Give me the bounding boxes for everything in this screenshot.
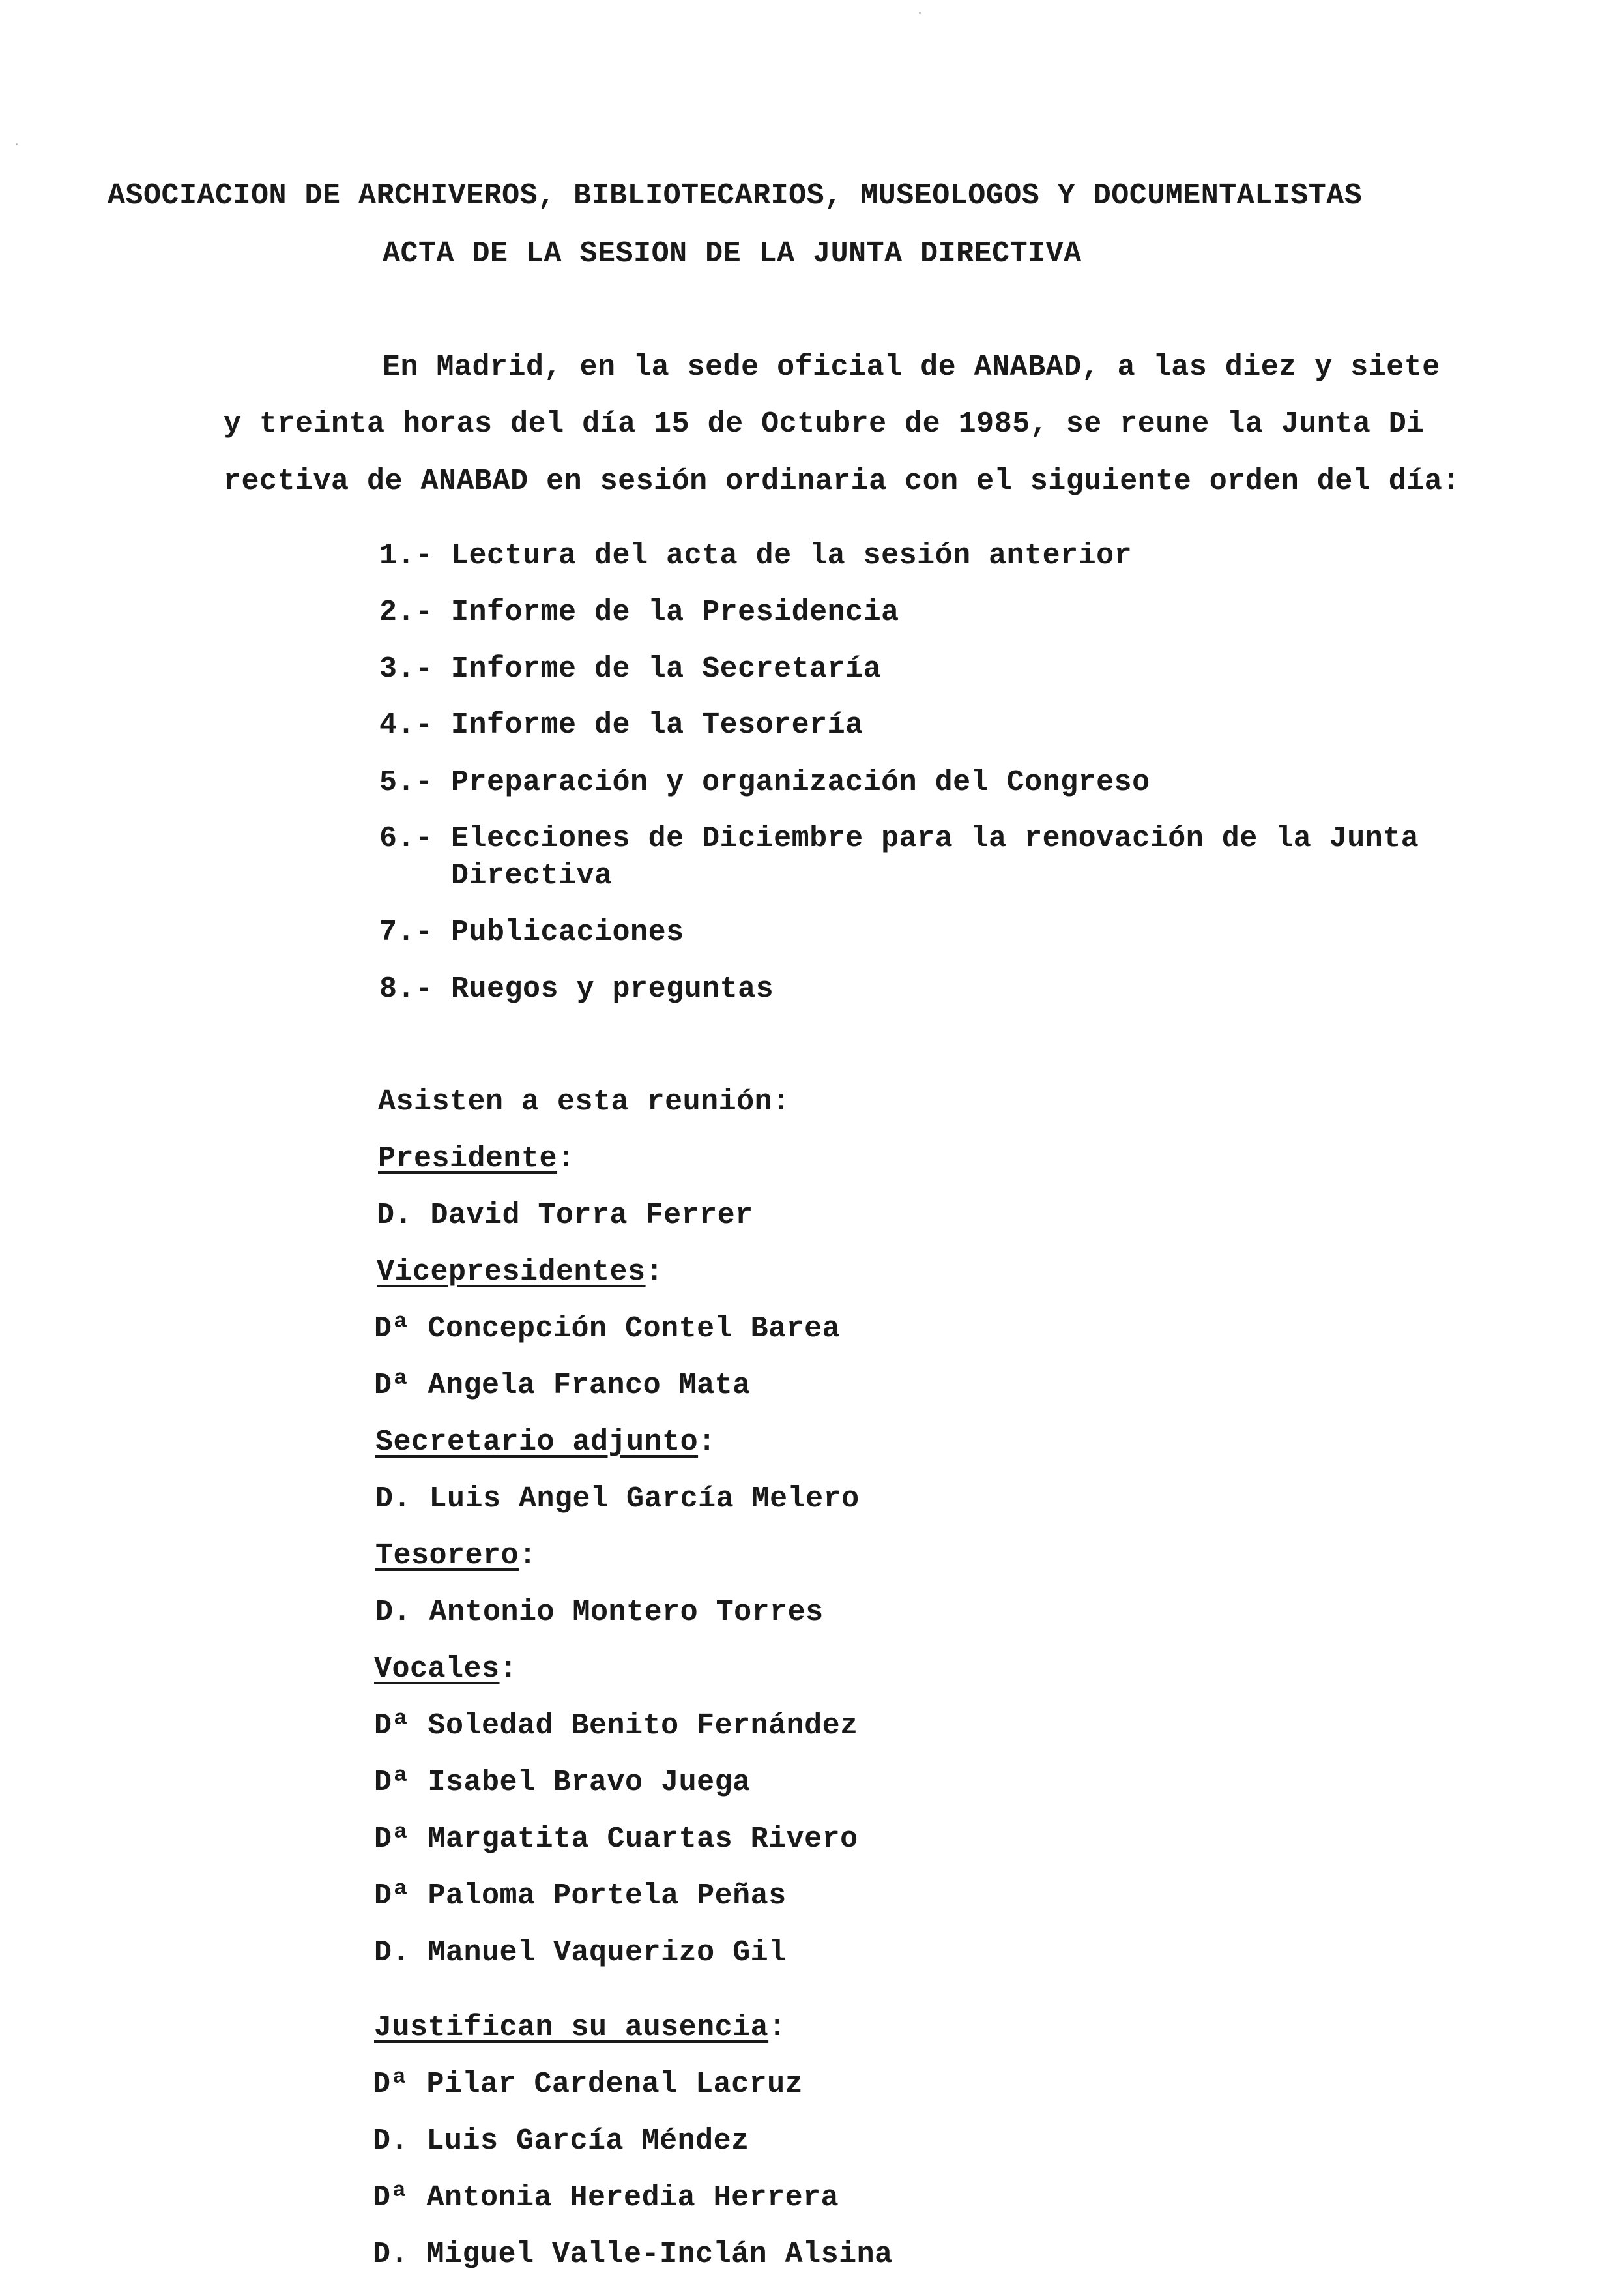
agenda-item-continuation: Directiva — [379, 859, 613, 892]
agenda-item: 7.- Publicaciones — [379, 916, 684, 949]
document-title: ASOCIACION DE ARCHIVEROS, BIBLIOTECARIOS, MUSEOLOGOS Y DOCUMENTALISTAS — [108, 179, 1363, 213]
attendee-name: Dª Paloma Portela Peñas — [374, 1879, 787, 1913]
intro-line-2: y treinta horas del día 15 de Octubre de 1985, se reune la Junta Di — [224, 407, 1425, 441]
scan-speck — [16, 143, 18, 145]
section-label-presidente — [378, 1144, 575, 1173]
label-colon: : — [519, 1539, 537, 1572]
ausencia-label: Justifican su ausencia — [374, 2011, 769, 2044]
attendee-name: D. David Torra Ferrer — [377, 1199, 753, 1232]
presidente-label: Presidente — [378, 1142, 558, 1175]
intro-line-1: En Madrid, en la sede oficial de ANABAD, a las diez y siete — [383, 351, 1440, 384]
attendee-name: Dª Angela Franco Mata — [374, 1369, 751, 1402]
agenda-item: 2.- Informe de la Presidencia — [379, 596, 899, 629]
label-colon: : — [698, 1426, 716, 1459]
agenda-item: 1.- Lectura del acta de la sesión anterior — [379, 539, 1133, 572]
secretario-label: Secretario adjunto — [375, 1426, 699, 1459]
agenda-item: 5.- Preparación y organización del Congreso — [379, 766, 1150, 799]
agenda-item: 3.- Informe de la Secretaría — [379, 653, 882, 686]
scan-speck — [919, 12, 921, 14]
attendee-name: D. Manuel Vaquerizo Gil — [374, 1936, 787, 1969]
section-label-vicepresidentes — [377, 1257, 663, 1287]
absent-name: Dª Antonia Heredia Herrera — [373, 2181, 839, 2214]
agenda-item: 8.- Ruegos y preguntas — [379, 973, 774, 1006]
attendee-name: Dª Concepción Contel Barea — [374, 1312, 841, 1345]
label-colon: : — [499, 1652, 518, 1686]
section-label-tesorero — [375, 1541, 537, 1570]
attendee-name: Dª Margatita Cuartas Rivero — [374, 1823, 858, 1856]
attendee-name: D. Antonio Montero Torres — [375, 1596, 824, 1629]
label-colon: : — [645, 1255, 664, 1289]
absent-name: D. Miguel Valle-Inclán Alsina — [373, 2238, 893, 2271]
intro-line-3: rectiva de ANABAD en sesión ordinaria con el siguiente orden del día: — [224, 465, 1460, 498]
vocales-label: Vocales — [374, 1652, 500, 1686]
attendee-name: Dª Soledad Benito Fernández — [374, 1709, 858, 1742]
absent-name: Dª Pilar Cardenal Lacruz — [373, 2068, 804, 2101]
label-colon: : — [768, 2011, 787, 2044]
tesorero-label: Tesorero — [375, 1539, 519, 1572]
section-label-secretario — [375, 1428, 716, 1457]
section-label-vocales — [374, 1654, 517, 1684]
label-colon: : — [557, 1142, 575, 1175]
document-subtitle: ACTA DE LA SESION DE LA JUNTA DIRECTIVA — [383, 237, 1082, 271]
attendee-name: Dª Isabel Bravo Juega — [374, 1766, 751, 1799]
attendance-heading: Asisten a esta reunión: — [378, 1085, 790, 1119]
section-label-ausencia — [374, 2013, 787, 2042]
attendee-name: D. Luis Angel García Melero — [375, 1482, 860, 1516]
vicepresidentes-label: Vicepresidentes — [377, 1255, 646, 1289]
agenda-item: 6.- Elecciones de Diciembre para la renovación de la Junta — [379, 822, 1419, 855]
absent-name: D. Luis García Méndez — [373, 2124, 749, 2158]
agenda-item: 4.- Informe de la Tesorería — [379, 709, 863, 742]
